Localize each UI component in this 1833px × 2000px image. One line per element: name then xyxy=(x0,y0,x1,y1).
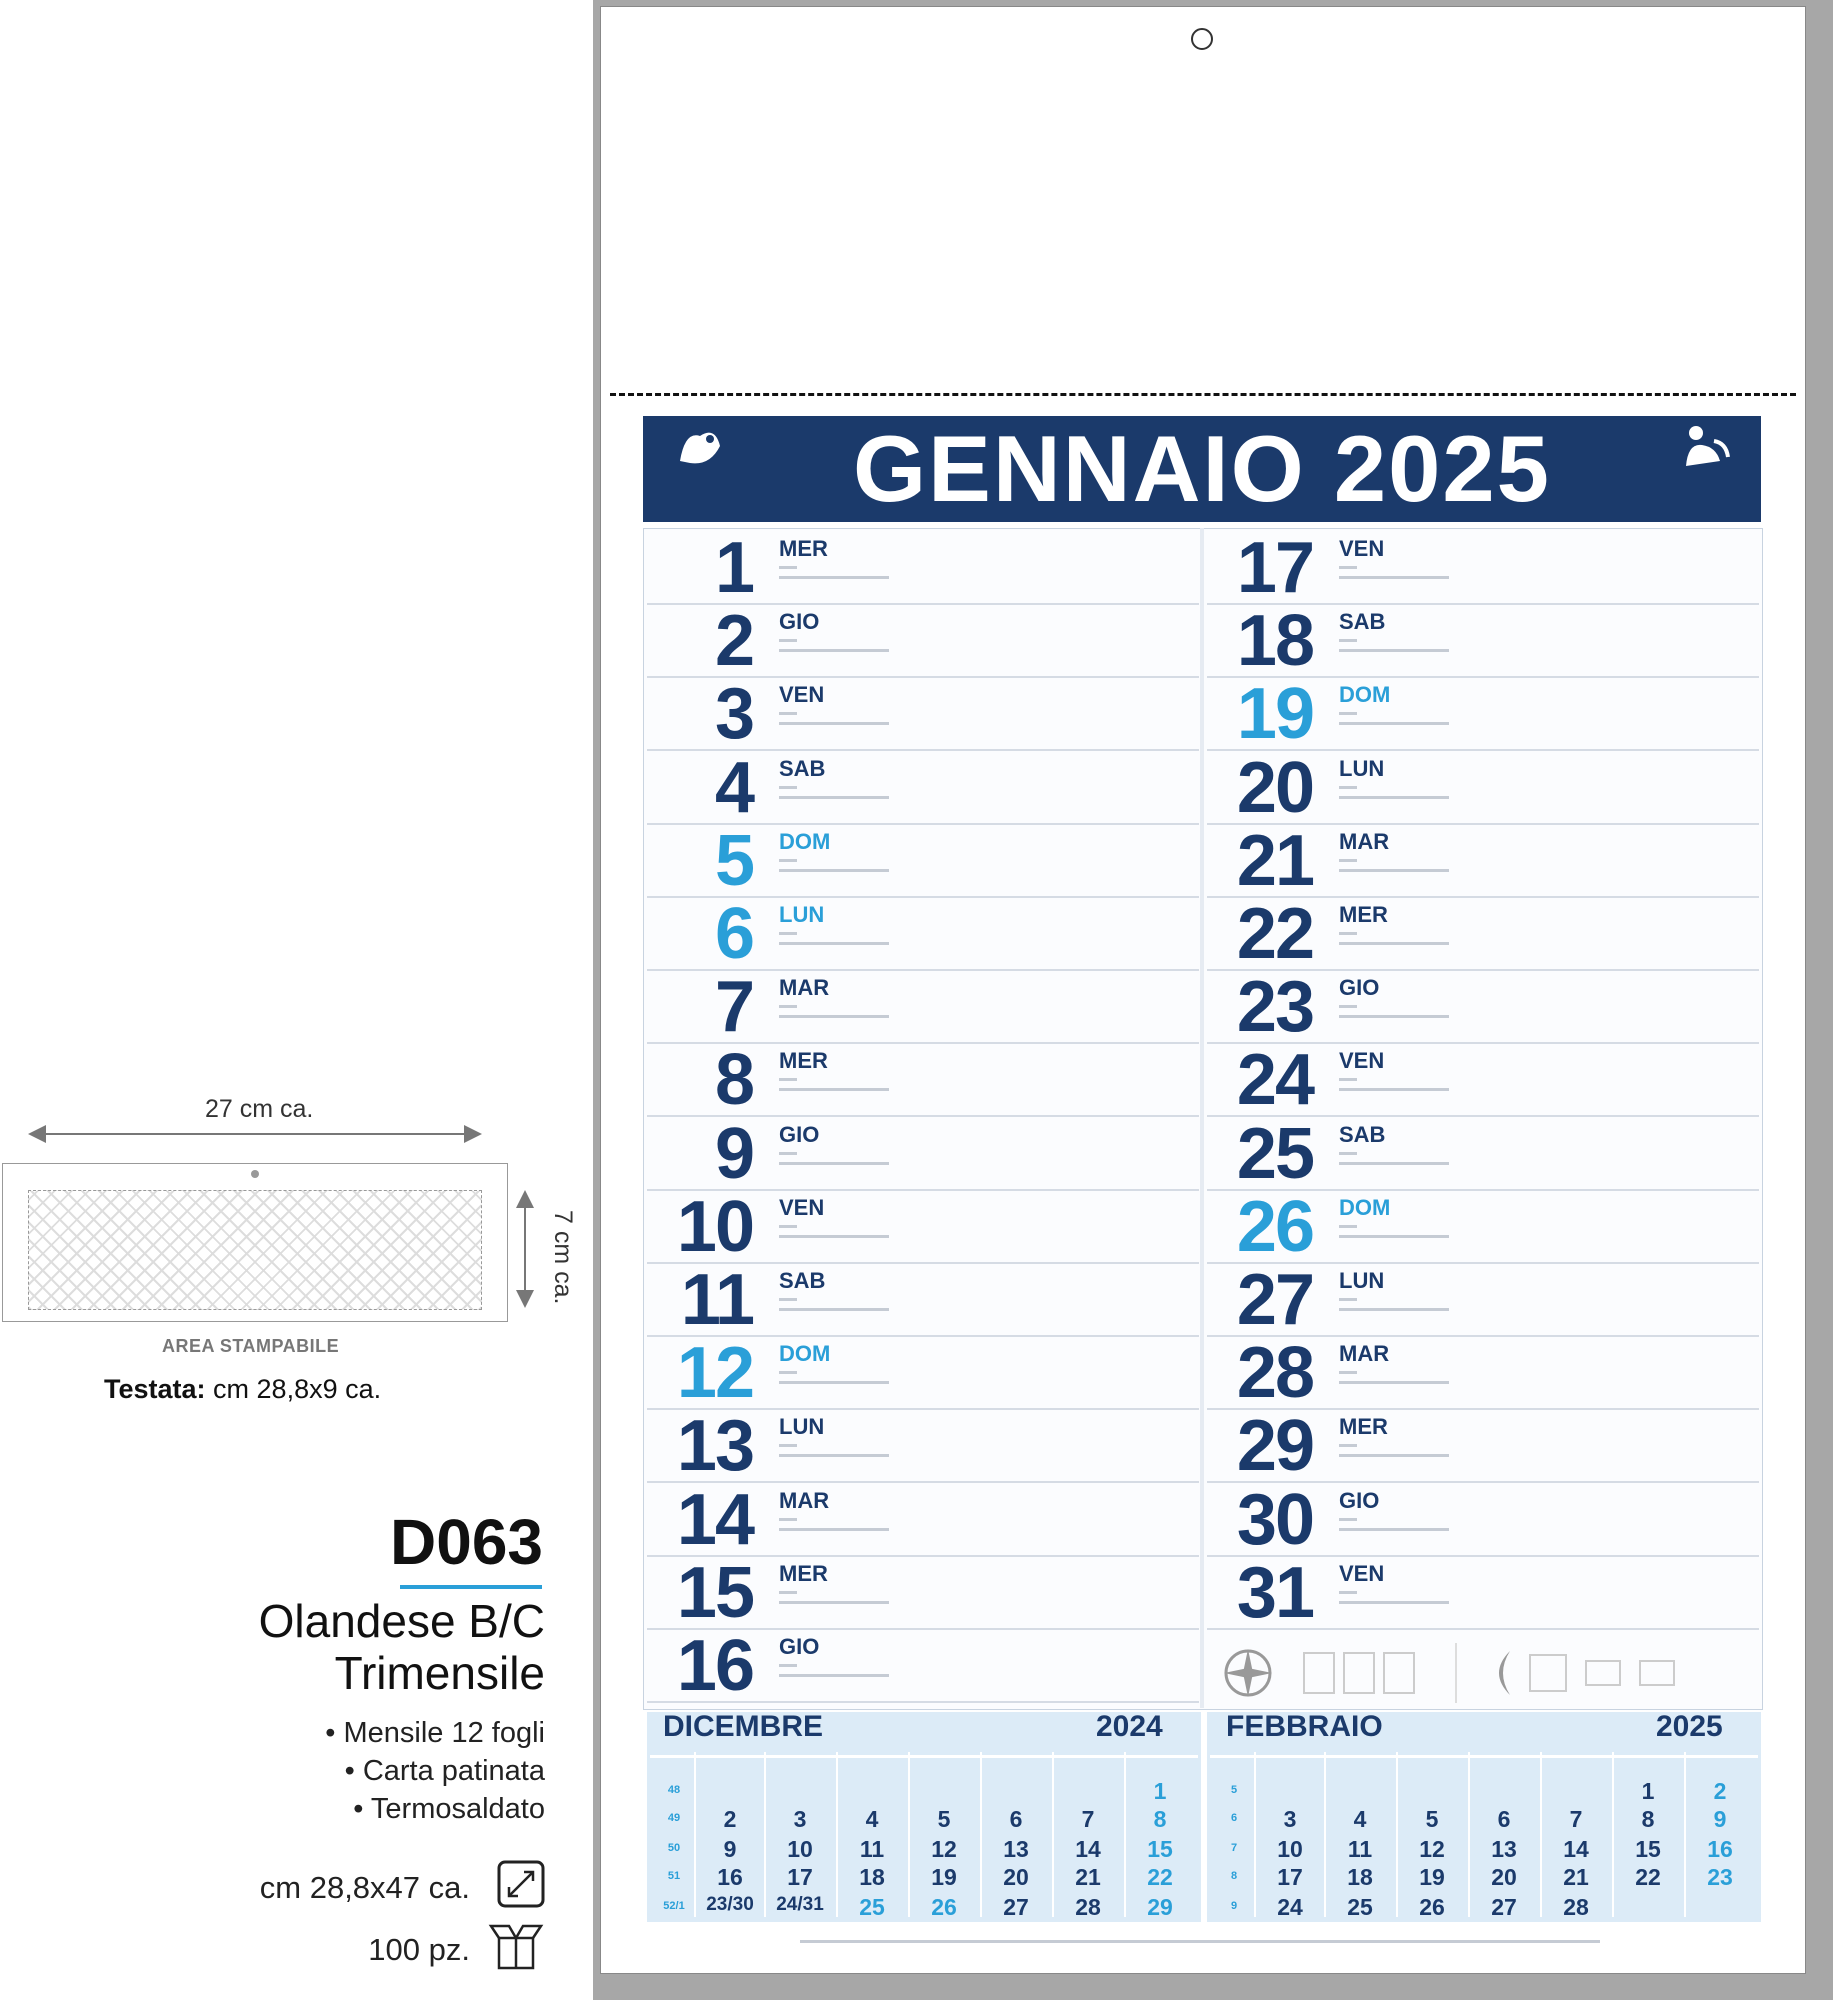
next-month-year: 2025 xyxy=(1656,1710,1723,1743)
compass-icon xyxy=(1220,1643,1750,1703)
mini-day: 15 xyxy=(1147,1836,1173,1862)
mini-day: 26 xyxy=(931,1894,957,1920)
saint-line xyxy=(1339,1298,1357,1301)
day-row xyxy=(647,747,1199,828)
day-number: 17 xyxy=(1236,528,1313,608)
saint-line xyxy=(779,1528,889,1531)
day-row xyxy=(647,601,1199,682)
testata-size xyxy=(104,1374,381,1405)
day-name: MAR xyxy=(779,975,830,1001)
day-name: GIO xyxy=(1339,1487,1380,1513)
day-name: SAB xyxy=(779,1268,826,1293)
mini-day: 15 xyxy=(1635,1836,1661,1862)
day-row xyxy=(647,1260,1199,1340)
grid-separator xyxy=(980,1752,982,1917)
day-row xyxy=(647,1040,1199,1121)
saint-line xyxy=(1339,786,1357,789)
day-name: DOM xyxy=(1339,1194,1391,1220)
saint-line xyxy=(1339,1381,1449,1384)
saint-line xyxy=(779,796,889,799)
day-name: MAR xyxy=(1339,828,1390,854)
testata-value: cm 28,8x9 ca. xyxy=(213,1374,382,1404)
week-number: 48 xyxy=(667,1784,681,1796)
saint-line xyxy=(1339,576,1449,579)
mini-day: 9 xyxy=(723,1836,737,1862)
feature-item: • Termosaldato xyxy=(353,1793,545,1825)
mini-day: 29 xyxy=(1147,1894,1173,1920)
saint-line xyxy=(779,1088,889,1091)
mini-day: 4 xyxy=(1353,1806,1367,1832)
day-name: DOM xyxy=(779,1341,831,1367)
saint-line xyxy=(1339,1235,1449,1238)
mini-day: 17 xyxy=(1277,1864,1303,1890)
day-name: DOM xyxy=(1339,682,1391,708)
day-row xyxy=(1207,967,1759,1048)
day-number: 27 xyxy=(1236,1260,1313,1340)
mini-day: 28 xyxy=(1075,1894,1101,1920)
mini-day: 21 xyxy=(1563,1864,1589,1890)
mini-day: 2 xyxy=(1713,1778,1727,1804)
saint-line xyxy=(1339,1152,1357,1155)
day-number: 9 xyxy=(714,1113,753,1194)
day-name: VEN xyxy=(1339,1048,1385,1074)
saint-line xyxy=(779,869,889,872)
saint-line xyxy=(779,1308,889,1311)
mini-day: 17 xyxy=(787,1864,813,1890)
saint-line xyxy=(779,1078,797,1081)
week-number: 52/1 xyxy=(663,1900,685,1912)
mini-day: 8 xyxy=(1641,1806,1655,1832)
day-number: 12 xyxy=(676,1333,753,1414)
grid-separator xyxy=(1540,1752,1542,1917)
grid-separator xyxy=(908,1752,910,1917)
saint-line xyxy=(779,649,889,652)
day-row xyxy=(647,1186,1199,1267)
code-underline xyxy=(400,1585,542,1589)
day-number: 23 xyxy=(1236,967,1313,1048)
printable-height-label: 7 cm ca. xyxy=(549,1210,577,1305)
mini-day: 13 xyxy=(1003,1836,1029,1862)
size-text: cm 28,8x47 ca. xyxy=(259,1870,470,1905)
product-code: D063 xyxy=(390,1506,543,1578)
printable-area-label: AREA STAMPABILE xyxy=(162,1336,340,1356)
prev-month-name: DICEMBRE xyxy=(663,1710,824,1743)
day-name: LUN xyxy=(1339,1268,1385,1293)
day-number: 29 xyxy=(1236,1406,1313,1487)
day-row xyxy=(647,1113,1199,1194)
saint-line xyxy=(1339,1591,1357,1594)
day-number: 13 xyxy=(676,1406,753,1487)
week-number: 51 xyxy=(667,1870,681,1882)
grid-separator xyxy=(1468,1752,1470,1917)
saint-line xyxy=(1339,1088,1449,1091)
mini-day: 19 xyxy=(931,1864,957,1890)
prev-month-header-rule xyxy=(650,1755,1198,1758)
mini-day: 6 xyxy=(1497,1806,1511,1832)
day-row xyxy=(1207,1186,1759,1267)
next-month-header-rule xyxy=(1210,1755,1758,1758)
grid-separator xyxy=(836,1752,838,1917)
mini-day: 21 xyxy=(1075,1864,1101,1890)
next-month-name: FEBBRAIO xyxy=(1226,1710,1383,1743)
saint-line xyxy=(1339,942,1449,945)
day-name: VEN xyxy=(779,682,825,708)
day-row xyxy=(1207,528,1759,608)
day-row xyxy=(1207,894,1759,974)
mini-day: 16 xyxy=(1707,1836,1733,1862)
mini-day: 10 xyxy=(1277,1836,1303,1862)
mini-day: 20 xyxy=(1003,1864,1029,1890)
day-name: MER xyxy=(1339,902,1388,927)
saint-line xyxy=(779,1444,797,1447)
day-number: 10 xyxy=(676,1186,753,1267)
day-row xyxy=(1207,820,1759,901)
saint-line xyxy=(779,1601,889,1604)
day-row xyxy=(647,1552,1199,1633)
saint-line xyxy=(1339,1444,1357,1447)
saint-line xyxy=(1339,566,1357,569)
mini-day: 14 xyxy=(1075,1836,1101,1862)
grid-separator xyxy=(1124,1752,1126,1917)
mini-day: 25 xyxy=(1347,1894,1373,1920)
day-name: SAB xyxy=(779,755,826,781)
day-name: GIO xyxy=(779,609,820,635)
feature-item: • Mensile 12 fogli xyxy=(325,1717,545,1749)
day-row xyxy=(647,1479,1199,1560)
day-row xyxy=(647,1333,1199,1414)
day-name: GIO xyxy=(779,1634,820,1659)
grid-separator xyxy=(1324,1752,1326,1917)
mini-day: 16 xyxy=(717,1864,743,1890)
mini-day: 4 xyxy=(865,1806,879,1832)
day-number: 6 xyxy=(714,894,753,974)
day-name: MAR xyxy=(1339,1341,1390,1367)
day-name: LUN xyxy=(779,902,825,927)
week-number: 6 xyxy=(1230,1812,1238,1824)
day-number: 31 xyxy=(1236,1552,1313,1633)
astro-info-cell xyxy=(1206,1635,1761,1707)
day-row xyxy=(647,820,1199,901)
saint-line xyxy=(779,1005,797,1008)
mini-day: 24 xyxy=(1277,1894,1303,1920)
mini-day: 1 xyxy=(1641,1778,1655,1804)
saint-line xyxy=(1339,932,1357,935)
saint-line xyxy=(779,1371,797,1374)
grid-separator xyxy=(764,1752,766,1917)
mini-day: 23/30 xyxy=(706,1894,754,1915)
day-number: 25 xyxy=(1236,1113,1313,1194)
mini-day: 25 xyxy=(859,1894,885,1920)
saint-line xyxy=(779,1152,797,1155)
day-number: 15 xyxy=(676,1552,753,1633)
mini-day: 27 xyxy=(1003,1894,1029,1920)
day-row xyxy=(1207,1406,1759,1487)
day-name: VEN xyxy=(1339,536,1385,561)
grid-separator xyxy=(1254,1752,1256,1917)
day-number: 5 xyxy=(714,820,753,901)
day-number: 24 xyxy=(1236,1040,1313,1121)
saint-line xyxy=(779,1454,889,1457)
saint-line xyxy=(779,859,797,862)
day-number: 4 xyxy=(714,747,753,828)
saint-line xyxy=(1339,1078,1357,1081)
saint-line xyxy=(1339,1015,1449,1018)
hanging-hole xyxy=(1191,28,1213,50)
mini-day: 26 xyxy=(1419,1894,1445,1920)
printable-width-label: 27 cm ca. xyxy=(205,1095,314,1123)
mini-day: 12 xyxy=(1419,1836,1445,1862)
saint-line xyxy=(1339,1005,1357,1008)
day-row xyxy=(647,1626,1199,1706)
day-number: 26 xyxy=(1236,1186,1313,1267)
mini-day: 23 xyxy=(1707,1864,1733,1890)
day-row xyxy=(647,967,1199,1048)
day-row xyxy=(647,1406,1199,1487)
mini-day: 11 xyxy=(1347,1836,1373,1862)
day-row xyxy=(647,528,1199,608)
mini-day: 28 xyxy=(1563,1894,1589,1920)
feature-list xyxy=(180,1714,545,1828)
box-icon xyxy=(487,1922,545,1972)
saint-line xyxy=(779,942,889,945)
saint-line xyxy=(1339,796,1449,799)
day-number: 21 xyxy=(1236,820,1313,901)
day-number: 2 xyxy=(714,601,753,682)
saint-line xyxy=(779,1518,797,1521)
day-name: MER xyxy=(1339,1414,1388,1440)
quantity-spec xyxy=(180,1922,545,1974)
width-arrow xyxy=(30,1133,480,1135)
day-row xyxy=(1207,1260,1759,1340)
week-number: 5 xyxy=(1230,1784,1238,1796)
saint-line xyxy=(779,576,889,579)
day-row xyxy=(1207,1333,1759,1414)
day-row xyxy=(1207,747,1759,828)
mini-day: 18 xyxy=(1347,1864,1373,1890)
day-name: DOM xyxy=(779,828,831,854)
saint-line xyxy=(779,722,889,725)
mini-day: 6 xyxy=(1009,1806,1023,1832)
saint-line xyxy=(779,1591,797,1594)
mini-day: 11 xyxy=(859,1836,885,1862)
mini-day: 19 xyxy=(1419,1864,1445,1890)
product-name-line-1: Olandese B/C xyxy=(258,1595,545,1647)
mini-day: 24/31 xyxy=(776,1894,824,1915)
day-name: LUN xyxy=(779,1414,825,1440)
day-number: 8 xyxy=(714,1040,753,1121)
mini-day: 8 xyxy=(1153,1806,1167,1832)
product-name-line-2: Trimensile xyxy=(334,1647,545,1699)
mini-day: 3 xyxy=(793,1806,807,1832)
mini-day: 2 xyxy=(723,1806,737,1832)
saint-line xyxy=(779,1235,889,1238)
day-row xyxy=(1207,1479,1759,1560)
testata-label: Testata: xyxy=(104,1374,206,1404)
week-number: 7 xyxy=(1230,1842,1238,1854)
day-name: MAR xyxy=(779,1487,830,1513)
saint-line xyxy=(779,1298,797,1301)
day-name: MER xyxy=(779,1048,828,1074)
mini-day: 27 xyxy=(1491,1894,1517,1920)
day-name: GIO xyxy=(779,1121,820,1147)
grid-separator xyxy=(694,1752,696,1917)
footnote-line xyxy=(800,1940,1600,1943)
mini-day: 13 xyxy=(1491,1836,1517,1862)
saint-line xyxy=(779,1674,889,1677)
day-row xyxy=(647,894,1199,974)
day-number: 22 xyxy=(1236,894,1313,974)
mini-day: 5 xyxy=(1425,1806,1439,1832)
day-row xyxy=(1207,1113,1759,1194)
day-number: 18 xyxy=(1236,601,1313,682)
size-spec xyxy=(180,1860,545,1912)
day-number: 20 xyxy=(1236,747,1313,828)
saint-line xyxy=(779,932,797,935)
day-number: 7 xyxy=(714,967,753,1048)
day-name: MER xyxy=(779,536,828,561)
grid-separator xyxy=(1684,1752,1686,1917)
saint-line xyxy=(1339,712,1357,715)
day-number: 1 xyxy=(714,528,753,608)
mini-day: 1 xyxy=(1153,1778,1167,1804)
saint-line xyxy=(1339,859,1357,862)
mini-day: 3 xyxy=(1283,1806,1297,1832)
mini-day: 20 xyxy=(1491,1864,1517,1890)
day-name: GIO xyxy=(1339,975,1380,1001)
day-number: 3 xyxy=(714,674,753,755)
grid-separator xyxy=(1612,1752,1614,1917)
day-number: 28 xyxy=(1236,1333,1313,1414)
week-number: 49 xyxy=(667,1812,681,1824)
quantity-text: 100 pz. xyxy=(368,1932,470,1967)
day-number: 14 xyxy=(676,1479,753,1560)
saint-line xyxy=(779,712,797,715)
mini-day: 7 xyxy=(1081,1806,1095,1832)
day-row xyxy=(647,674,1199,755)
day-name: VEN xyxy=(1339,1560,1385,1586)
day-number: 11 xyxy=(680,1260,753,1340)
height-arrow xyxy=(524,1192,526,1306)
day-name: SAB xyxy=(1339,1121,1386,1147)
mini-day: 22 xyxy=(1635,1864,1661,1890)
day-number: 30 xyxy=(1236,1479,1313,1560)
mini-day: 18 xyxy=(859,1864,885,1890)
saint-line xyxy=(1339,1528,1449,1531)
resize-icon xyxy=(497,1860,545,1908)
mini-day: 5 xyxy=(937,1806,951,1832)
saint-line xyxy=(1339,639,1357,642)
day-row xyxy=(1207,1552,1759,1633)
saint-line xyxy=(779,566,797,569)
saint-line xyxy=(779,639,797,642)
saint-line xyxy=(1339,1454,1449,1457)
saint-line xyxy=(779,1664,797,1667)
month-title: GENNAIO 2025 xyxy=(853,416,1551,521)
saint-line xyxy=(1339,649,1449,652)
product-name xyxy=(180,1595,545,1699)
week-number: 9 xyxy=(1230,1900,1238,1912)
saint-line xyxy=(779,786,797,789)
day-number: 16 xyxy=(676,1626,753,1706)
printable-area xyxy=(28,1190,482,1310)
day-name: VEN xyxy=(779,1194,825,1220)
week-number: 50 xyxy=(667,1842,681,1854)
day-row xyxy=(1207,1040,1759,1121)
day-row xyxy=(1207,674,1759,755)
saint-line xyxy=(779,1381,889,1384)
week-number: 8 xyxy=(1230,1870,1238,1882)
perforation-line xyxy=(610,393,1796,396)
saint-line xyxy=(1339,1371,1357,1374)
hanging-hole-marker xyxy=(251,1170,259,1178)
mini-day: 9 xyxy=(1713,1806,1727,1832)
mini-day: 14 xyxy=(1563,1836,1589,1862)
saint-line xyxy=(779,1225,797,1228)
saint-line xyxy=(1339,1601,1449,1604)
grid-separator xyxy=(1396,1752,1398,1917)
saint-line xyxy=(1339,1162,1449,1165)
mini-day: 7 xyxy=(1569,1806,1583,1832)
day-name: SAB xyxy=(1339,609,1386,635)
grid-separator xyxy=(1052,1752,1054,1917)
saint-line xyxy=(1339,1225,1357,1228)
mini-day: 10 xyxy=(787,1836,813,1862)
saint-line xyxy=(1339,869,1449,872)
saint-line xyxy=(779,1162,889,1165)
mini-day: 22 xyxy=(1147,1864,1173,1890)
saint-line xyxy=(1339,1308,1449,1311)
prev-month-year: 2024 xyxy=(1096,1710,1163,1743)
saint-line xyxy=(1339,722,1449,725)
day-name: MER xyxy=(779,1560,828,1586)
day-name: LUN xyxy=(1339,755,1385,781)
saint-line xyxy=(779,1015,889,1018)
saint-line xyxy=(1339,1518,1357,1521)
day-row xyxy=(1207,601,1759,682)
mini-day: 12 xyxy=(931,1836,957,1862)
feature-item: • Carta patinata xyxy=(344,1755,545,1787)
day-number: 19 xyxy=(1236,674,1313,755)
